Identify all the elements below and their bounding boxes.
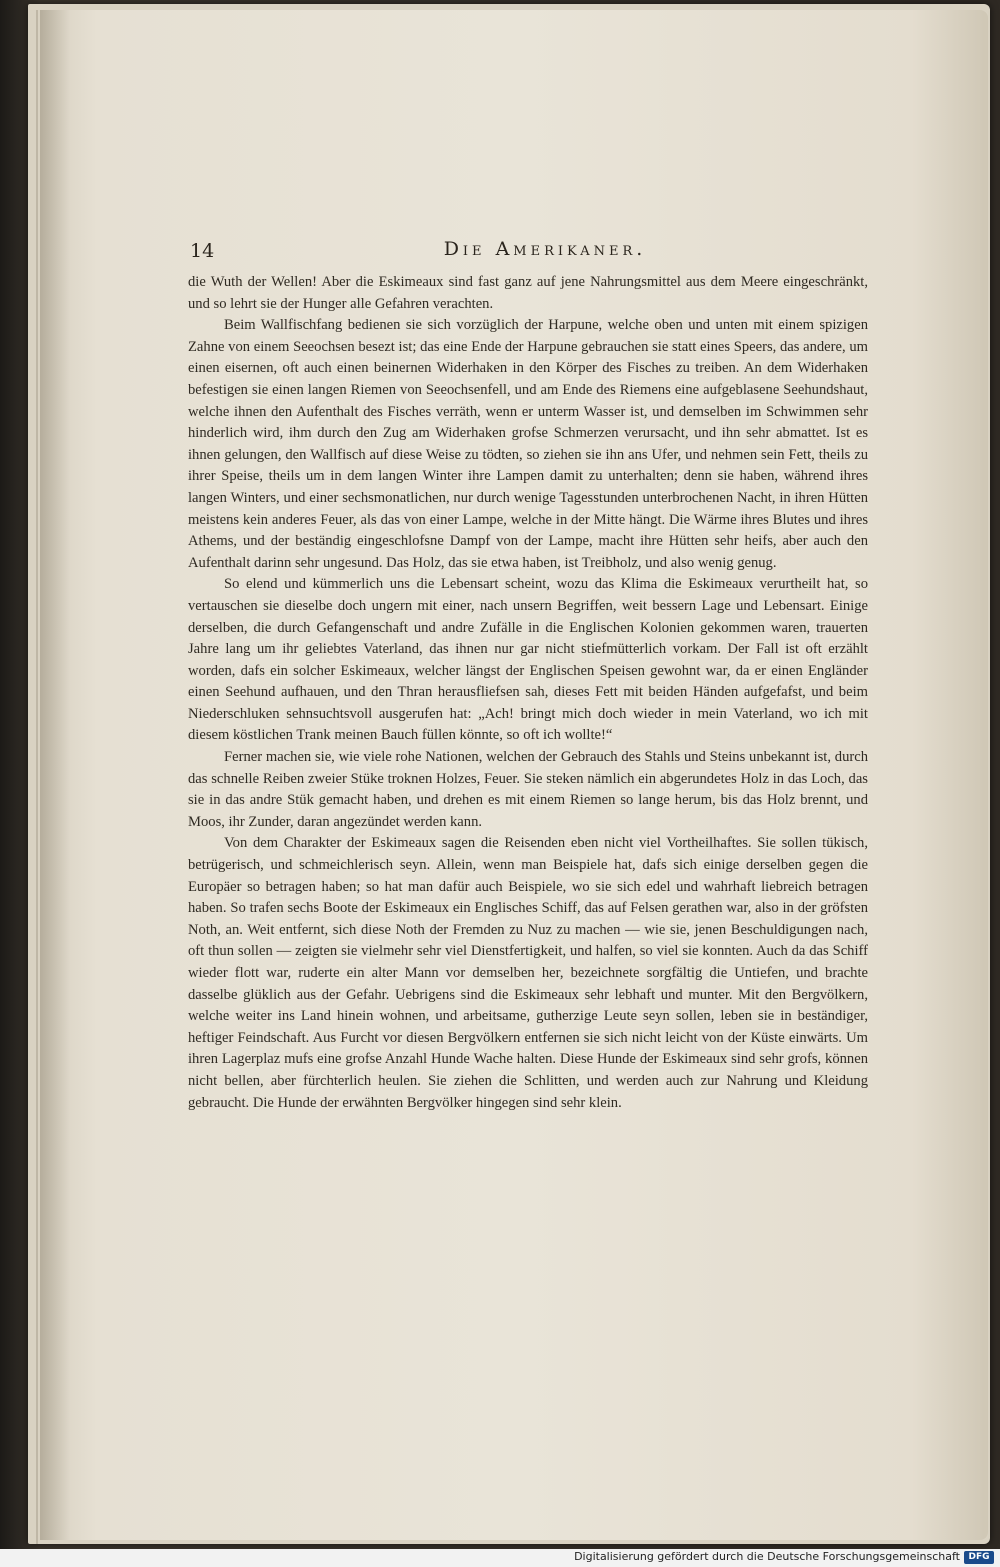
digitization-footer bbox=[0, 1549, 1000, 1567]
paragraph-character: Von dem Charakter der Eskimeaux sagen die Reisenden eben nicht viel Vortheilhaftes. Sie sollen tükisch, betrügerisch, und schmeichlerisch seyn. Allein, wenn man Beispiele hat, dafs sich einige derselben gegen die Europäer so betragen haben; so hat man dafür auch Beispiele, wo sie sich edel und wahrhaft liebreich betragen haben. So trafen sechs Boote der Eskimeaux ein Englisches Schiff, das auf Felsen gerathen war, also in der gröfsten Noth, an. Weit entfernt, sich diese Noth der Fremden zu Nuz zu machen — wie sie, jenen Beschuldigungen nach, oft thun sollen — zeigten sie vielmehr sehr viel Dienstfertigkeit, und halfen, so viel sie konnten. Auch da das Schiff wieder flott war, ruderte ein alter Mann vor demselben her, bezeichnete sorgfältig die Untiefen, und brachte dasselbe glüklich aus der Gefahr. Uebrigens sind die Eskimeaux sehr lebhaft und munter. Mit den Bergvölkern, welche weiter ins Land hinein wohnen, und arbeitsame, gutherzige Leute seyn sollen, leben sie in beständiger, heftiger Feindschaft. Aus Furcht vor diesen Bergvölkern entfernen sie sich nicht leicht von der Küste einwärts. Um ihren Lagerplaz mufs eine grofse Anzahl Hunde Wache halten. Diese Hunde der Eskimeaux sind sehr grofs, können nicht bellen, aber fürchterlich heulen. Sie ziehen die Schlitten, und werden auch zur Nahrung und Kleidung gebraucht. Die Hunde der erwähnten Bergvölker hingegen sind sehr klein. bbox=[188, 835, 868, 1111]
paragraph-fire-making: Ferner machen sie, wie viele rohe Nationen, welchen der Gebrauch des Stahls und Steins unbekannt ist, durch das schnelle Reiben zweier Stüke troknen Holzes, Feuer. Sie steken nämlich ein abgerundetes Holz in das Loch, das sie in das andre Stük gemacht haben, und drehen es mit einem Riemen so lange herum, bis das Holz brennt, und Moos, ihr Zunder, daran angezündet werden kann. bbox=[188, 749, 868, 830]
paragraph-whaling: Beim Wallfischfang bedienen sie sich vorzüglich der Harpune, welche oben und unten mit einem spizigen Zahne von einem Seeochsen besezt ist; das eine Ende der Harpune gebrauchen sie statt eines Speers, das andere, um einen eisernen, oft auch einen beinernen Widerhaken in den Körper des Fisches zu treiben. An dem Widerhaken befestigen sie einen langen Riemen von Seeochsenfell, und am Ende des Riemens eine aufgeblasene Seehundshaut, welche ihnen den Aufenthalt des Fisches verräth, wenn er unterm Wasser ist, und demselben im Schwimmen sehr hinderlich wird, ihm durch den Zug am Widerhaken grofse Schmerzen verursacht, und ihn sehr abmattet. Ist es ihnen gelungen, den Wallfisch auf diese Weise zu tödten, so ziehen sie ihn ans Ufer, und nehmen sein Fett, theils zu ihrer Speise, theils um in dem langen Winter ihre Lampen damit zu unterhalten; denn sie haben, während ihres langen Winters, und einer sechsmonatlichen, nur durch wenige Tagesstunden unterbrochenen Nacht, in ihren Hütten meistens kein anderes Feuer, als das von einer Lampe, welche in der Mitte hängt. Die Wärme ihres Blutes und ihres Athems, und der beständig eingeschlofsne Dampf von der Lampe, macht ihre Hütten sehr heifs, aber auch den Aufenthalt darinn sehr ungesund. Das Holz, das sie etwa haben, ist Treibholz, und also wenig genug. bbox=[188, 317, 868, 571]
paragraph-continuation: die Wuth der Wellen! Aber die Eskimeaux sind fast ganz auf jene Nahrungsmittel aus dem Meere eingeschränkt, und so lehrt sie der Hunger alle Gefahren verachten. bbox=[188, 274, 868, 312]
binding-shadow bbox=[40, 10, 70, 1540]
running-title: Die Amerikaner. bbox=[443, 238, 647, 260]
body-text bbox=[188, 272, 868, 1114]
page-number: 14 bbox=[190, 240, 215, 262]
page-header bbox=[190, 238, 880, 268]
paragraph-way-of-life: So elend und kümmerlich uns die Lebensart scheint, wozu das Klima die Eskimeaux verurtheilt hat, so vertauschen sie dieselbe doch ungern mit einer, nach unsern Begriffen, weit bessern Lage und Lebensart. Einige derselben, die durch Gefangenschaft und andre Zufälle in die Englischen Kolonien gekommen waren, trauerten Jahre lang um ihr geliebtes Vaterland, das ihnen nur gar nicht stiefmütterlich vorkam. Der Fall ist oft erzählt worden, dafs ein solcher Eskimeaux, welcher längst der Englischen Speisen gewohnt war, da er einen Engländer einen Seehund aufhauen, und den Thran herausfliefsen sah, dieses Fett mit beiden Händen aufgefafst, und beim Niederschluken sehnsuchtsvoll ausgerufen hat: „Ach! bringt mich doch wieder in mein Vaterland, wo ich mit diesem köstlichen Trank meinen Bauch füllen könnte, so oft ich wollte!“ bbox=[188, 576, 868, 744]
funding-credit: Digitalisierung gefördert durch die Deutsche Forschungsgemeinschaft bbox=[574, 1550, 960, 1563]
dfg-logo-icon: DFG bbox=[964, 1551, 994, 1564]
